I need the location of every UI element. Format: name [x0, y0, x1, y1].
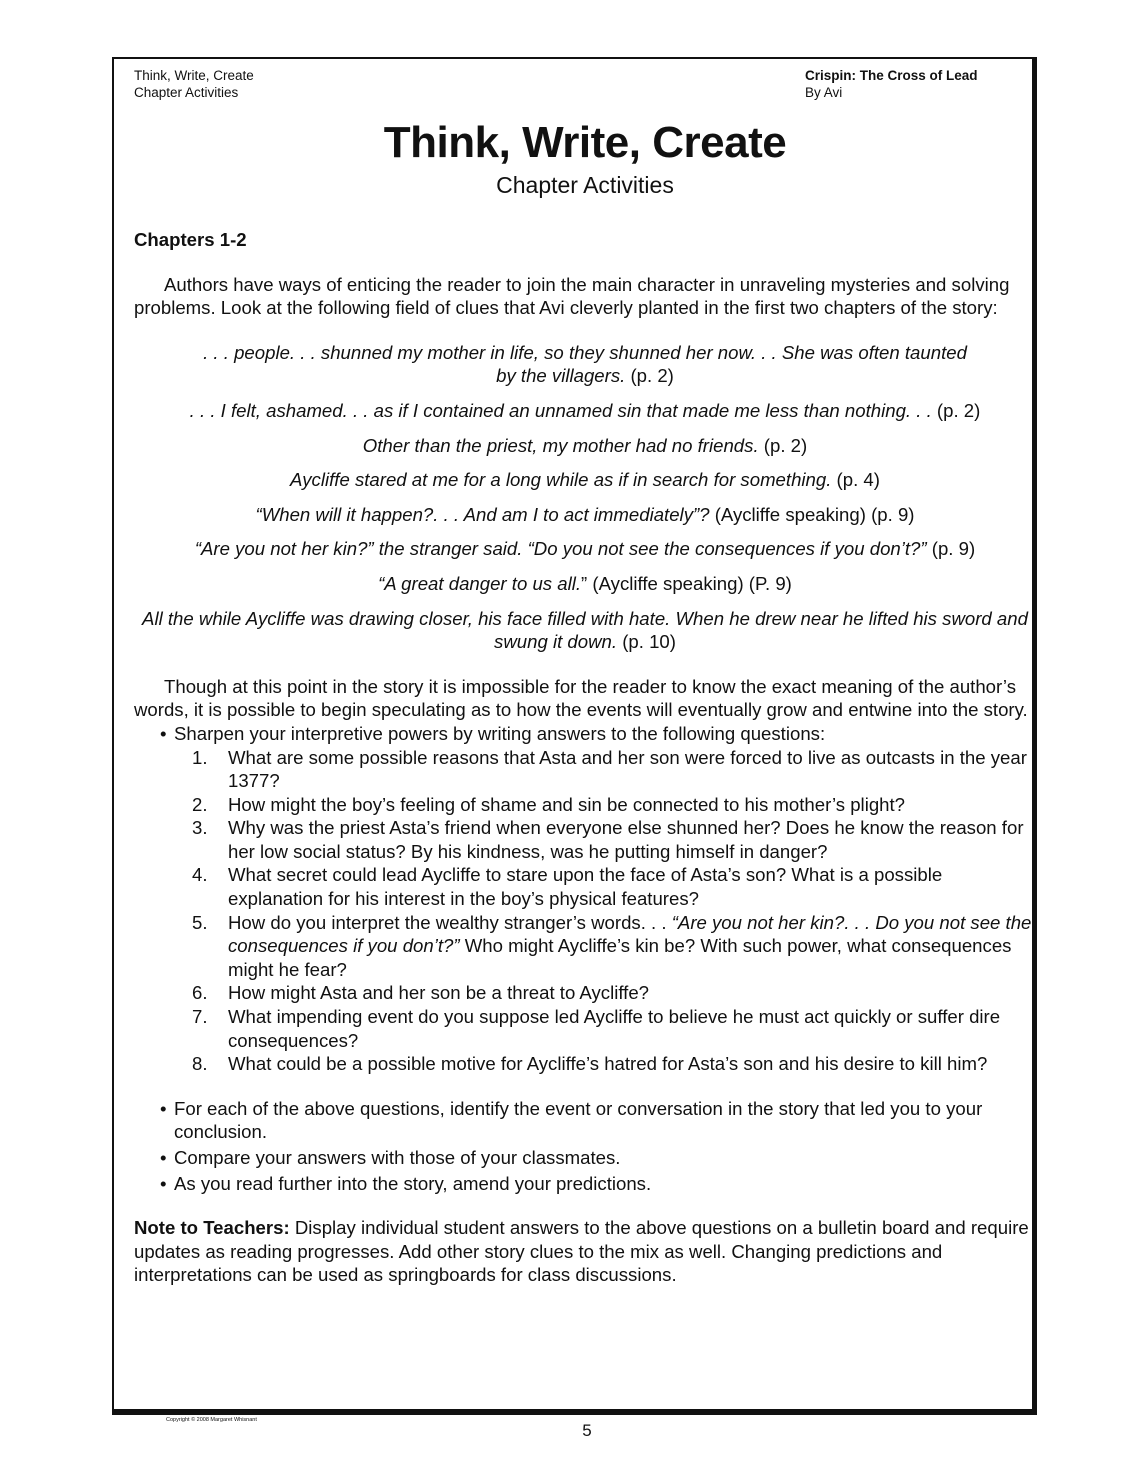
header-author: By Avi — [805, 85, 843, 100]
question-item — [134, 793, 1036, 817]
quote-text: . . . people. . . shunned my mother in life, so they shunned her now. . . She was often taunted by the villagers. — [203, 341, 967, 387]
question-text-pre: How do you interpret the wealthy stranger’s words. . . — [228, 911, 672, 933]
bullet-text: Sharpen your interpretive powers by writing answers to the following questions: — [174, 722, 826, 744]
question-text-post: Who might Aycliffe’s kin be? With such power, what consequences might he fear? — [228, 935, 1012, 980]
quote-ref: (p. 2) — [931, 399, 981, 421]
question-item — [134, 1005, 1036, 1052]
page-subtitle: Chapter Activities — [496, 172, 674, 198]
note-label: Note to Teachers: — [134, 1217, 290, 1239]
question-number: 2. — [192, 793, 208, 815]
question-list — [134, 746, 1036, 1076]
quote-ref: (Aycliffe speaking) (p. 9) — [709, 503, 915, 525]
bullet-item — [134, 1097, 1036, 1144]
question-item — [134, 911, 1036, 982]
bullet-icon: • — [160, 722, 167, 744]
quote-text: Other than the priest, my mother had no friends. — [362, 434, 759, 456]
quote-text: “Are you not her kin?” the stranger said. “Do you not see the consequences if you don’t?” — [194, 538, 927, 560]
question-number: 7. — [192, 1006, 208, 1028]
running-header-left — [134, 67, 254, 101]
bullet-icon: • — [160, 1147, 167, 1168]
quote — [134, 537, 1036, 561]
quote-text: All the while Aycliffe was drawing closer, his face filled with hate. When he drew near he lifted his sword and swung it down. — [142, 607, 1028, 653]
note-text: Display individual student answers to the above questions on a bulletin board and require updates as reading progresses. Add other story clues to the mix as well. Changing predictions and interpretations can be used as springboards for class discussions. — [134, 1217, 1029, 1286]
question-item — [134, 863, 1036, 910]
speculation-paragraph: Though at this point in the story it is impossible for the reader to know the exact meaning of the author’s words, it is possible to begin speculating as to how the events will eventually grow and entwine into the story. — [134, 675, 1028, 721]
quote — [134, 399, 1036, 423]
bullet-text: Compare your answers with those of your classmates. — [174, 1147, 621, 1168]
running-header-right — [805, 67, 978, 101]
question-text: How might Asta and her son be a threat to Aycliffe? — [228, 982, 650, 1004]
question-item — [134, 1052, 1036, 1076]
question-text — [228, 911, 1036, 982]
page-number: 5 — [582, 1421, 592, 1440]
quote-ref: (p. 4) — [831, 469, 880, 491]
quote-text: . . . I felt, ashamed. . . as if I contained an unnamed sin that made me less than nothing. . . — [189, 399, 932, 421]
header-left-line2: Chapter Activities — [134, 85, 239, 100]
question-item — [134, 816, 1036, 863]
header-left-line1: Think, Write, Create — [134, 68, 254, 83]
bullet-icon: • — [160, 1172, 167, 1194]
teacher-note — [134, 1216, 1036, 1287]
question-item — [134, 981, 1036, 1005]
question-text: Why was the priest Asta’s friend when everyone else shunned her? Does he know the reason for her low social status? By his kindness, was he putting himself in danger? — [228, 817, 1024, 862]
quote-ref: (p. 2) — [625, 365, 674, 387]
main-content — [134, 228, 1036, 1287]
section-heading: Chapters 1-2 — [134, 229, 247, 250]
question-text-quote: “Are you not her kin?. . . Do you not see the consequences if you don’t?” — [228, 911, 1032, 957]
quote-text: Aycliffe stared at me for a long while as if in search for something. — [290, 469, 832, 491]
quote — [134, 503, 1036, 527]
quote — [134, 468, 1036, 492]
bullet-text: For each of the above questions, identify the event or conversation in the story that led you to your conclusion. — [174, 1097, 983, 1143]
bullet-text: As you read further into the story, amend your predictions. — [174, 1172, 652, 1194]
quote-ref: (p. 9) — [926, 538, 976, 560]
question-text: What could be a possible motive for Aycliffe’s hatred for Asta’s son and his desire to kill him? — [228, 1053, 988, 1075]
page-title: Think, Write, Create — [383, 118, 787, 167]
quote — [134, 572, 1036, 596]
question-number: 6. — [192, 982, 208, 1004]
copyright-notice: Copyright © 2008 Margaret Whisnant — [166, 1417, 257, 1423]
quote — [134, 434, 1036, 458]
question-text: How might the boy’s feeling of shame and sin be connected to his mother’s plight? — [228, 793, 906, 815]
quote-text: “When will it happen?. . . And am I to act immediately”? — [255, 503, 710, 525]
question-number: 1. — [192, 746, 208, 768]
quote-ref: ” (Aycliffe speaking) (P. 9) — [581, 572, 792, 594]
bullet-icon: • — [160, 1097, 167, 1119]
question-number: 8. — [192, 1053, 208, 1075]
question-text: What impending event do you suppose led Aycliffe to believe he must act quickly or suffer dire consequences? — [228, 1006, 1001, 1051]
question-number: 5. — [192, 911, 208, 933]
question-text: What are some possible reasons that Asta and her son were forced to live as outcasts in the year 1377? — [228, 746, 1027, 792]
quote — [196, 341, 974, 388]
header-book-title: Crispin: The Cross of Lead — [805, 68, 978, 83]
quote-ref: (p. 10) — [617, 631, 676, 653]
bullet-item — [134, 1172, 1036, 1196]
quote — [140, 607, 1030, 654]
quote-ref: (p. 2) — [758, 434, 808, 456]
bullet-item — [134, 722, 1036, 746]
intro-paragraph: Authors have ways of enticing the reader to join the main character in unraveling mysteries and solving problems. Look at the following field of clues that Avi cleverly planted in the first two chapters of the story: — [134, 273, 1010, 319]
bullet-item — [134, 1146, 1036, 1170]
question-number: 3. — [192, 817, 208, 839]
quote-text: “A great danger to us all. — [378, 572, 582, 594]
question-item — [134, 746, 1036, 793]
clue-quotes — [134, 341, 1036, 654]
question-text: What secret could lead Aycliffe to stare upon the face of Asta’s son? What is a possible explanation for his interest in the boy’s physical features? — [228, 864, 943, 910]
question-number: 4. — [192, 864, 208, 886]
